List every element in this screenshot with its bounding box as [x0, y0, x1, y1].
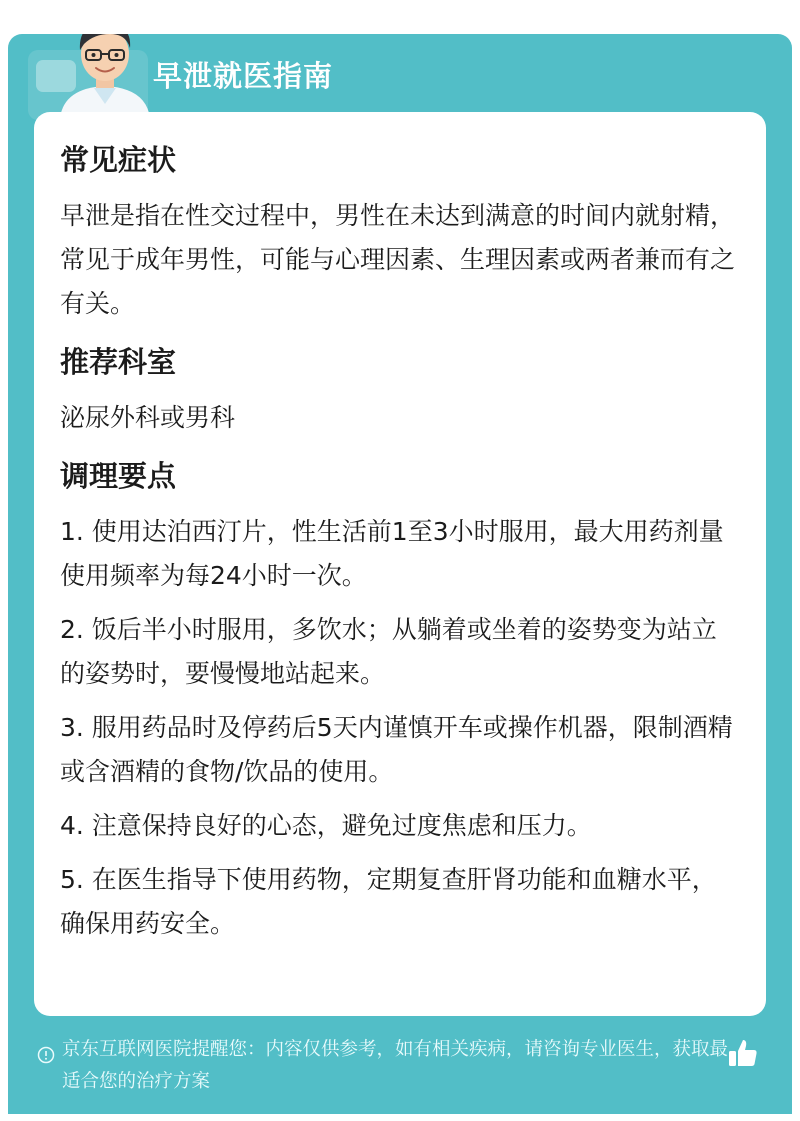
info-icon [37, 1046, 55, 1064]
guide-panel [8, 34, 792, 1114]
care-item-3: 3. 服用药品时及停药后5天内谨慎开车或操作机器，限制酒精或含酒精的食物/饮品的使用。 [60, 713, 733, 786]
content-card [34, 112, 766, 1016]
section-title-department: 推荐科室 [60, 345, 177, 379]
care-item-2: 2. 饭后半小时服用，多饮水；从躺着或坐着的姿势变为站立的姿势时，要慢慢地站起来。 [60, 615, 717, 688]
section-title-care: 调理要点 [60, 459, 177, 493]
footer-disclaimer: 京东互联网医院提醒您：内容仅供参考，如有相关疾病，请咨询专业医生，获取最适合您的治疗方案 [62, 1039, 729, 1092]
symptoms-text: 早泄是指在性交过程中，男性在未达到满意的时间内就射精，常见于成年男性，可能与心理因素、生理因素或两者兼而有之有关。 [60, 201, 736, 318]
care-item-5: 5. 在医生指导下使用药物，定期复查肝肾功能和血糖水平，确保用药安全。 [60, 865, 717, 938]
doctor-avatar [50, 34, 160, 118]
care-item-4: 4. 注意保持良好的心态，避免过度焦虑和压力。 [60, 811, 592, 840]
section-title-symptoms: 常见症状 [60, 143, 177, 177]
thumbs-up-icon[interactable] [726, 1036, 760, 1070]
page-title: 早泄就医指南 [153, 59, 334, 93]
department-text: 泌尿外科或男科 [60, 403, 236, 432]
care-item-1: 1. 使用达泊西汀片，性生活前1至3小时服用，最大用药剂量使用频率为每24小时一次。 [60, 517, 724, 590]
